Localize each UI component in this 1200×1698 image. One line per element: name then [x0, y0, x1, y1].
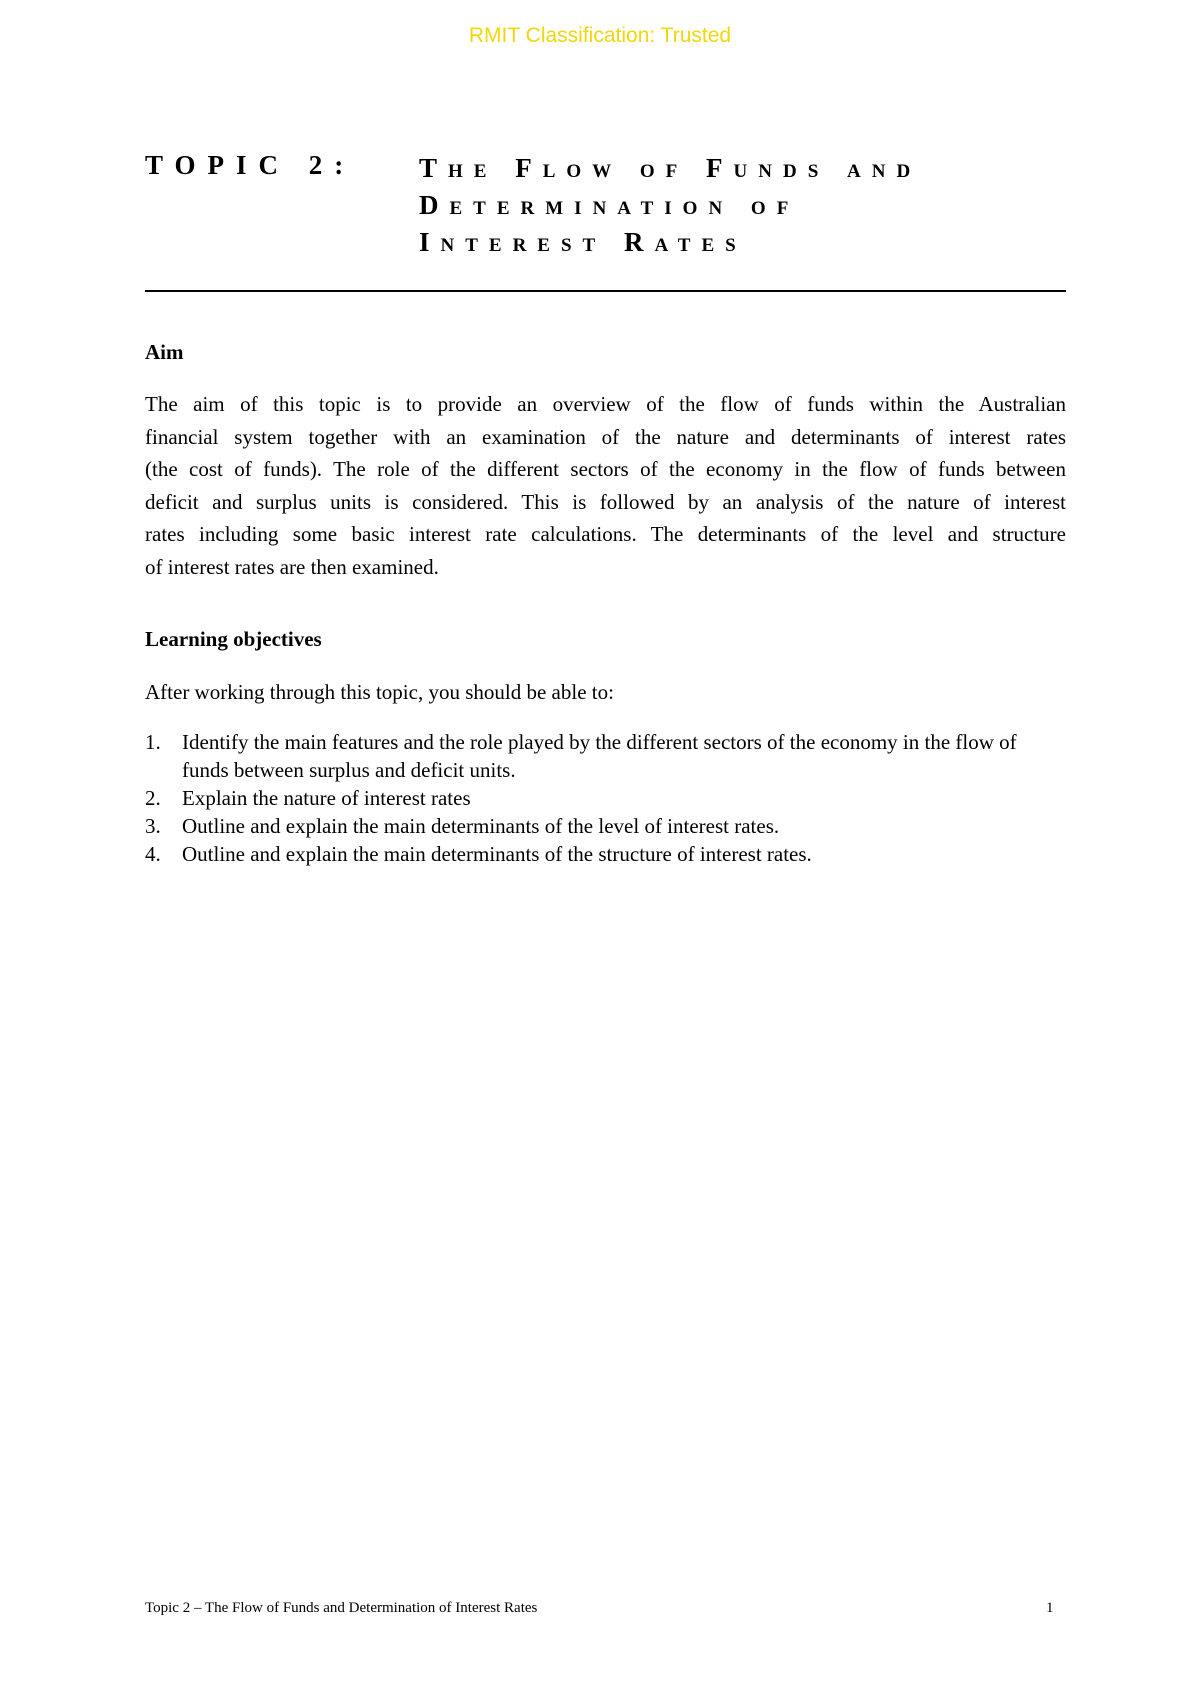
aim-line: financial system together with an examination of the nature and determinants of interest rates — [145, 424, 1066, 449]
classification-label: RMIT Classification: Trusted — [468, 24, 732, 47]
aim-line: deficit and surplus units is considered. This is followed by an analysis of the nature of interest — [145, 489, 1066, 514]
objective-number: 4. — [145, 842, 161, 866]
objective-item — [145, 728, 1066, 784]
aim-line: rates including some basic interest rate calculations. The determinants of the level and structure — [145, 522, 1066, 546]
objective-item — [145, 812, 1066, 840]
objective-text: Identify the main features and the role played by the different sectors of the economy in the flow of funds between surplus and deficit units. — [182, 730, 1017, 782]
objectives-list — [145, 728, 1066, 868]
topic-title-line: The Flow of Funds and — [419, 153, 922, 183]
topic-label: TOPIC 2: — [145, 150, 356, 180]
objective-text: Explain the nature of interest rates — [182, 786, 471, 810]
title-divider — [145, 290, 1066, 292]
aim-line: The aim of this topic is to provide an overview of the flow of funds within the Australian — [145, 392, 1066, 416]
objective-number: 2. — [145, 786, 161, 810]
topic-title-line: Determination of — [419, 190, 800, 220]
topic-title — [419, 150, 921, 261]
objectives-intro: After working through this topic, you should be able to: — [145, 680, 614, 704]
objective-item — [145, 840, 1066, 868]
aim-heading: Aim — [145, 340, 184, 364]
aim-paragraph — [145, 388, 1066, 583]
topic-title-line: Interest Rates — [419, 227, 747, 257]
objective-item — [145, 784, 1066, 812]
objective-text: Outline and explain the main determinants of the level of interest rates. — [182, 814, 780, 838]
aim-line: of interest rates are then examined. — [145, 554, 439, 579]
aim-line: (the cost of funds). The role of the different sectors of the economy in the flow of funds between — [145, 457, 1066, 481]
objectives-heading: Learning objectives — [145, 627, 322, 651]
footer-title: Topic 2 – The Flow of Funds and Determination of Interest Rates — [145, 1600, 538, 1616]
page-number: 1 — [1046, 1600, 1054, 1616]
objective-number: 1. — [145, 730, 161, 754]
objective-number: 3. — [145, 814, 161, 838]
objective-text: Outline and explain the main determinants of the structure of interest rates. — [182, 842, 812, 866]
